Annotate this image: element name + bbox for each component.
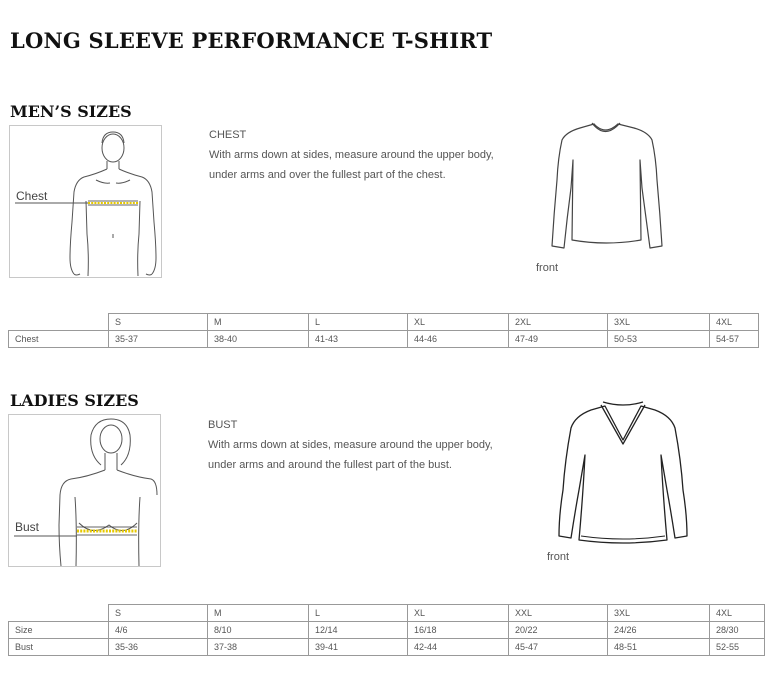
table-cell: 48-51: [608, 639, 710, 656]
table-cell: 44-46: [408, 331, 509, 348]
size-header: XL: [408, 314, 509, 331]
ladies-bust-figure: [8, 414, 161, 567]
table-cell: 24/26: [608, 622, 710, 639]
table-cell: 37-38: [208, 639, 309, 656]
ladies-shirt-label: front: [547, 551, 570, 563]
size-header: S: [109, 314, 208, 331]
table-cell: 50-53: [608, 331, 710, 348]
men-chest-figure: [9, 125, 162, 278]
size-header: M: [208, 605, 309, 622]
size-header: XL: [408, 605, 509, 622]
table-cell: 41-43: [309, 331, 408, 348]
table-header-row: [9, 314, 759, 331]
size-header: M: [208, 314, 309, 331]
table-cell: 52-55: [710, 639, 765, 656]
size-header: 3XL: [608, 605, 710, 622]
table-cell: 28/30: [710, 622, 765, 639]
table-row: [9, 622, 765, 639]
table-row: [9, 331, 759, 348]
men-measure-line-2: under arms and over the fullest part of the chest.: [209, 169, 446, 181]
table-cell: 54-57: [710, 331, 759, 348]
size-header: 4XL: [710, 314, 759, 331]
ladies-section-heading: LADIES SIZES: [10, 391, 139, 410]
ladies-figure-label-bust: Bust: [15, 520, 40, 534]
table-cell: 38-40: [208, 331, 309, 348]
men-measure-line-1: With arms down at sides, measure around the upper body,: [209, 149, 494, 161]
table-row: [9, 639, 765, 656]
size-header: L: [309, 314, 408, 331]
table-cell: 39-41: [309, 639, 408, 656]
size-header: 4XL: [710, 605, 765, 622]
men-figure-label-chest: Chest: [16, 189, 48, 203]
table-cell: 42-44: [408, 639, 509, 656]
size-header: XXL: [509, 605, 608, 622]
ladies-measure-heading: BUST: [208, 419, 238, 431]
men-section-heading: MEN’S SIZES: [10, 102, 132, 121]
size-header: S: [109, 605, 208, 622]
row-label: Bust: [9, 639, 109, 656]
table-cell: 4/6: [109, 622, 208, 639]
table-cell: 45-47: [509, 639, 608, 656]
ladies-measure-line-2: under arms and around the fullest part of the bust.: [208, 459, 452, 471]
table-corner-cell: [9, 314, 109, 331]
row-label: Chest: [9, 331, 109, 348]
men-measure-description: [209, 145, 509, 185]
men-shirt-label: front: [536, 262, 559, 274]
size-header: L: [309, 605, 408, 622]
row-label: Size: [9, 622, 109, 639]
ladies-shirt-front-illustration: [553, 400, 693, 545]
table-cell: 12/14: [309, 622, 408, 639]
ladies-size-table: [8, 604, 765, 656]
table-cell: 35-36: [109, 639, 208, 656]
table-cell: 20/22: [509, 622, 608, 639]
table-cell: 16/18: [408, 622, 509, 639]
size-header: 3XL: [608, 314, 710, 331]
men-measure-heading: CHEST: [209, 129, 247, 141]
table-cell: 47-49: [509, 331, 608, 348]
size-header: 2XL: [509, 314, 608, 331]
woman-silhouette-illustration: [9, 415, 160, 566]
page-title: LONG SLEEVE PERFORMANCE T-SHIRT: [10, 28, 493, 53]
ladies-measure-line-1: With arms down at sides, measure around the upper body,: [208, 439, 493, 451]
men-shirt-front-illustration: [542, 118, 668, 258]
table-cell: 8/10: [208, 622, 309, 639]
table-cell: 35-37: [109, 331, 208, 348]
table-header-row: [9, 605, 765, 622]
men-size-table: [8, 313, 759, 348]
table-corner-cell: [9, 605, 109, 622]
ladies-measure-description: [208, 435, 508, 475]
